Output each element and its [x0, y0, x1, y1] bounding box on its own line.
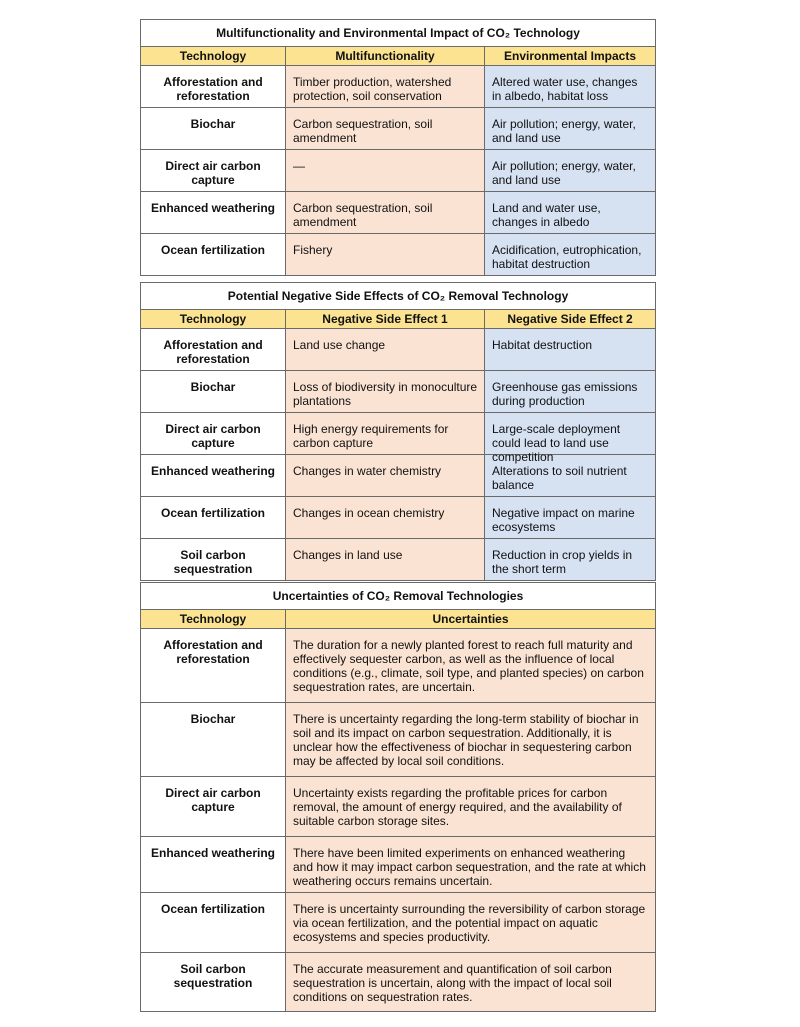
- technology-cell: Soil carbon sequestration: [141, 953, 286, 1012]
- table-row: [141, 66, 656, 108]
- side-effect-2-cell: Negative impact on marine ecosystems: [485, 497, 656, 539]
- table-row: [141, 329, 656, 371]
- multifunctionality-cell: Carbon sequestration, soil amendment: [286, 108, 485, 150]
- table-row: [141, 371, 656, 413]
- side-effect-1-cell: Loss of biodiversity in monoculture plantations: [286, 371, 485, 413]
- table-title: Potential Negative Side Effects of CO₂ Removal Technology: [141, 283, 656, 310]
- technology-cell: Direct air carbon capture: [141, 777, 286, 837]
- column-header-environmental-impacts: Environmental Impacts: [485, 47, 656, 66]
- table-row: [141, 953, 656, 1012]
- technology-cell: Direct air carbon capture: [141, 150, 286, 192]
- column-header-uncertainties: Uncertainties: [286, 610, 656, 629]
- table-row: [141, 703, 656, 777]
- column-header-negative-side-effect-1: Negative Side Effect 1: [286, 310, 485, 329]
- side-effect-1-cell: Changes in ocean chemistry: [286, 497, 485, 539]
- table-title: Multifunctionality and Environmental Impact of CO₂ Technology: [141, 20, 656, 47]
- environmental-impact-cell: Air pollution; energy, water, and land use: [485, 150, 656, 192]
- technology-cell: Afforestation and reforestation: [141, 66, 286, 108]
- technology-cell: Ocean fertilization: [141, 497, 286, 539]
- environmental-impact-cell: Air pollution; energy, water, and land use: [485, 108, 656, 150]
- table-row: [141, 192, 656, 234]
- technology-cell: Biochar: [141, 108, 286, 150]
- technology-cell: Biochar: [141, 703, 286, 777]
- negative-side-effects-table: [140, 282, 656, 581]
- environmental-impact-cell: Land and water use, changes in albedo: [485, 192, 656, 234]
- table-row: [141, 108, 656, 150]
- side-effect-2-cell: Habitat destruction: [485, 329, 656, 371]
- table-row: [141, 777, 656, 837]
- table-title: Uncertainties of CO₂ Removal Technologies: [141, 583, 656, 610]
- table-row: [141, 629, 656, 703]
- table-row: [141, 497, 656, 539]
- side-effect-2-cell: Greenhouse gas emissions during production: [485, 371, 656, 413]
- uncertainties-table: [140, 582, 656, 1012]
- column-header-multifunctionality: Multifunctionality: [286, 47, 485, 66]
- table-row: [141, 837, 656, 893]
- uncertainty-cell: Uncertainty exists regarding the profitable prices for carbon removal, the amount of energy required, and the availability of suitable carbon storage sites.: [286, 777, 656, 837]
- side-effect-2-cell: [485, 413, 656, 464]
- column-header-technology: Technology: [141, 610, 286, 629]
- technology-cell: Ocean fertilization: [141, 234, 286, 276]
- multifunctionality-cell: Carbon sequestration, soil amendment: [286, 192, 485, 234]
- table-row: [141, 234, 656, 276]
- side-effect-1-cell: Changes in water chemistry: [286, 455, 485, 497]
- column-header-technology: Technology: [141, 47, 286, 66]
- side-effect-2-text: Large-scale deployment could lead to land use competition: [492, 422, 621, 464]
- uncertainty-cell: There have been limited experiments on enhanced weathering and how it may impact carbon sequestration, and the rate at which weathering occurs remains uncertain.: [286, 837, 656, 893]
- table-row: [141, 455, 656, 497]
- multifunctionality-cell: Fishery: [286, 234, 485, 276]
- technology-cell: Enhanced weathering: [141, 837, 286, 893]
- environmental-impact-cell: Acidification, eutrophication, habitat destruction: [485, 234, 656, 276]
- technology-cell: Afforestation and reforestation: [141, 629, 286, 703]
- technology-cell: Soil carbon sequestration: [141, 539, 286, 581]
- multifunctionality-table: [140, 19, 656, 276]
- multifunctionality-cell: —: [286, 150, 485, 192]
- technology-cell: Enhanced weathering: [141, 192, 286, 234]
- uncertainty-cell: There is uncertainty regarding the long-term stability of biochar in soil and its impact on carbon sequestration. Additionally, it is unclear how the effectiveness of biochar in sequestering carbon may be affected by local soil conditions.: [286, 703, 656, 777]
- side-effect-2-cell: Reduction in crop yields in the short term: [485, 539, 656, 581]
- uncertainty-cell: There is uncertainty surrounding the reversibility of carbon storage via ocean fertilization, and the potential impact on aquatic ecosystems and species productivity.: [286, 893, 656, 953]
- table-row: [141, 413, 656, 455]
- table-row: [141, 893, 656, 953]
- environmental-impact-cell: Altered water use, changes in albedo, habitat loss: [485, 66, 656, 108]
- technology-cell: Ocean fertilization: [141, 893, 286, 953]
- side-effect-1-cell: High energy requirements for carbon capture: [286, 413, 485, 455]
- technology-cell: Afforestation and reforestation: [141, 329, 286, 371]
- column-header-technology: Technology: [141, 310, 286, 329]
- side-effect-2-cell: Alterations to soil nutrient balance: [485, 455, 656, 497]
- column-header-negative-side-effect-2: Negative Side Effect 2: [485, 310, 656, 329]
- uncertainty-cell: The duration for a newly planted forest to reach full maturity and effectively sequester carbon, as well as the influence of local conditions (e.g., climate, soil type, and planted species) on carbon sequestration rates, are uncertain.: [286, 629, 656, 703]
- side-effect-1-cell: Land use change: [286, 329, 485, 371]
- side-effect-1-cell: Changes in land use: [286, 539, 485, 581]
- technology-cell: Biochar: [141, 371, 286, 413]
- multifunctionality-cell: Timber production, watershed protection, soil conservation: [286, 66, 485, 108]
- table-row: [141, 539, 656, 581]
- technology-cell: Direct air carbon capture: [141, 413, 286, 455]
- technology-cell: Enhanced weathering: [141, 455, 286, 497]
- uncertainty-cell: The accurate measurement and quantification of soil carbon sequestration is uncertain, along with the impact of local soil conditions on sequestration rates.: [286, 953, 656, 1012]
- table-row: [141, 150, 656, 192]
